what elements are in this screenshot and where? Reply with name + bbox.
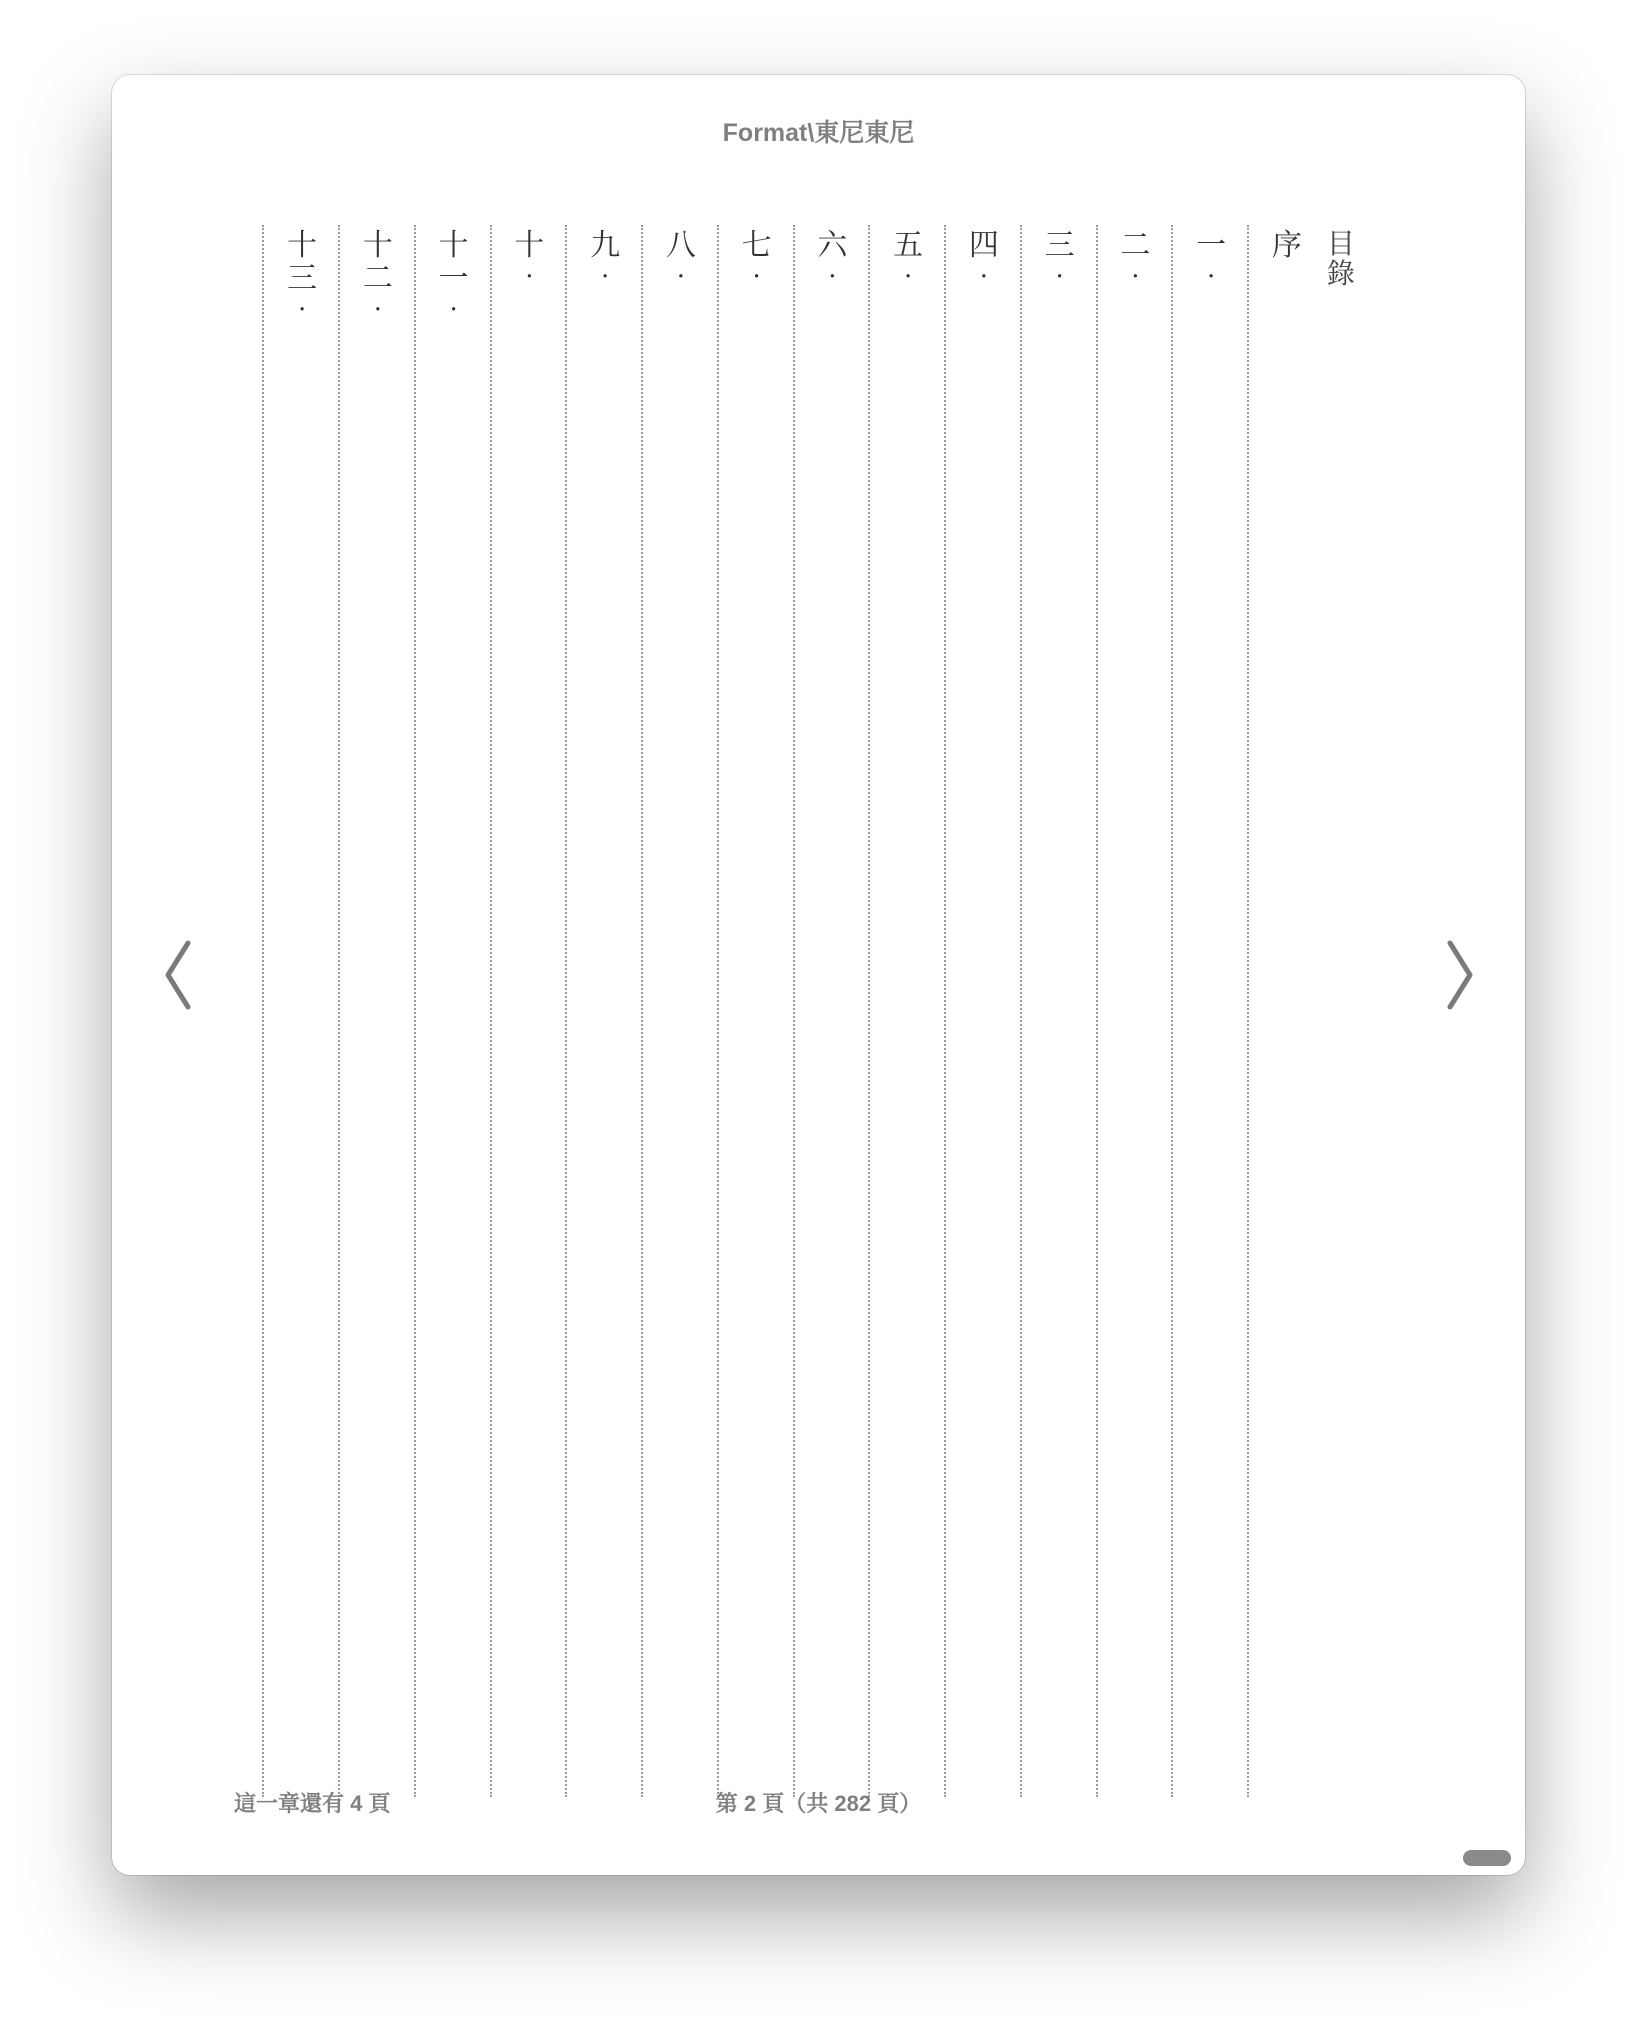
toc-entry-char: 四 [968,228,999,263]
toc-leader-dot: · [752,262,761,292]
toc-entry-char: 二 [1120,228,1151,263]
toc-leader-dot: · [828,262,837,292]
toc-entry-char: 十 [438,228,469,263]
toc-entry-char: 十 [514,228,545,263]
toc-entry-char: 五 [893,228,924,263]
toc-column[interactable] [565,225,641,1797]
toc-heading-char: 錄 [1326,257,1355,290]
chapter-remaining-label: 這一章還有 4 頁 [234,1791,391,1816]
toc-column[interactable] [1020,225,1096,1797]
toc-leader-dot: · [979,262,988,292]
toc-column[interactable] [1247,225,1323,1797]
toc-entry-char: 三 [1044,228,1075,263]
toc-leader-dot: · [1206,262,1216,292]
toc-entry-char: 九 [590,228,621,263]
toc-entry-char: 一 [438,261,469,296]
toc-leader-dot: · [297,295,307,325]
toc-column[interactable] [414,225,490,1797]
page-position-label: 第 2 頁（共 282 頁） [715,1791,922,1816]
toc-heading-char: 目 [1326,227,1355,260]
toc-entry-char: 十 [362,228,393,263]
toc-column[interactable] [490,225,566,1797]
toc-column[interactable] [262,225,338,1797]
toc-column[interactable] [944,225,1020,1797]
toc-column[interactable] [717,225,793,1797]
toc-entry-char: 序 [1271,228,1302,263]
toc-column[interactable] [338,225,414,1797]
toc-column[interactable] [641,225,717,1797]
toc-leader-dot: · [1055,262,1064,292]
toc-entry-char: 二 [362,261,393,296]
toc-leader-dot: · [1131,262,1140,292]
toc-entry-char: 一 [1196,228,1227,263]
toc-leader-dot: · [373,295,382,325]
toc-entry-char: 十 [287,228,318,263]
toc-column[interactable] [793,225,869,1797]
window-title: Format\東尼東尼 [722,119,915,147]
toc-entry-char: 七 [741,228,772,263]
toc-entry-char: 三 [287,261,318,296]
toc-entry-char: 八 [665,228,696,263]
toc-leader-dot: · [449,295,458,325]
toc-leader-dot: · [903,262,913,292]
vertical-text-page [112,225,1525,1797]
toc-column[interactable] [1096,225,1172,1797]
toc-leader-dot: · [525,262,534,292]
toc-column[interactable] [868,225,944,1797]
toc-leader-dot: · [676,262,685,292]
reader-window [112,75,1525,1875]
toc-entry-char: 六 [817,228,848,263]
toc-column[interactable] [1171,225,1247,1797]
resize-handle[interactable] [1463,1850,1511,1866]
toc-leader-dot: · [600,262,610,292]
